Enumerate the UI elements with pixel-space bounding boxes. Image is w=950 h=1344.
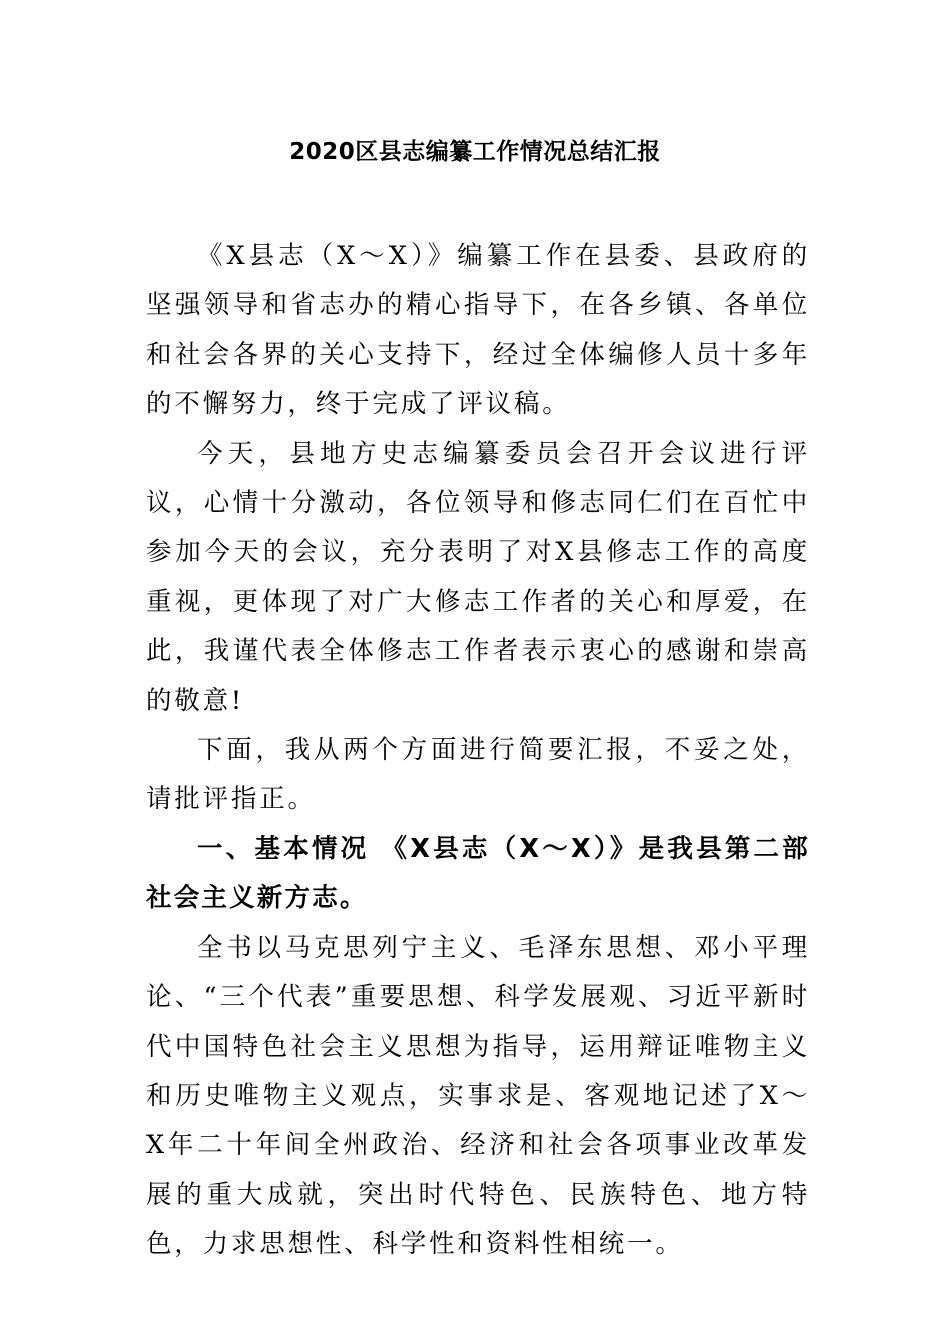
document-title: 2020区县志编纂工作情况总结汇报 [289, 139, 661, 165]
paragraph-meeting: 今天，县地方史志编纂委员会召开会议进行评议，心情十分激动，各位领导和修志同仁们在百忙中参加今天的会议，充分表明了对X县修志工作的高度重视，更体现了对广大修志工作者的关心和厚爱，在此，我谨代表全体修志工作者表示衷心的感谢和崇高的敬意! [146, 438, 810, 716]
paragraph-guiding-thought: 全书以马克思列宁主义、毛泽东思想、邓小平理论、“三个代表”重要思想、科学发展观、习近平新时代中国特色社会主义思想为指导，运用辩证唯物主义和历史唯物主义观点，实事求是、客观地记述了X～X年二十年间全州政治、经济和社会各项事业改革发展的重大成就，突出时代特色、民族特色、地方特色，力求思想性、科学性和资料性相统一。 [146, 932, 810, 1260]
document-body [146, 232, 810, 1270]
section-heading-basic-situation: 一、基本情况 《X县志（X～X）》是我县第二部社会主义新方志。 [146, 833, 810, 914]
paragraph-outline: 下面，我从两个方面进行简要汇报，不妥之处，请批评指正。 [146, 735, 810, 815]
paragraph-intro: 《X县志（X～X）》编纂工作在县委、县政府的坚强领导和省志办的精心指导下，在各乡镇、各单位和社会各界的关心支持下，经过全体编修人员十多年的不懈努力，终于完成了评议稿。 [146, 241, 810, 420]
